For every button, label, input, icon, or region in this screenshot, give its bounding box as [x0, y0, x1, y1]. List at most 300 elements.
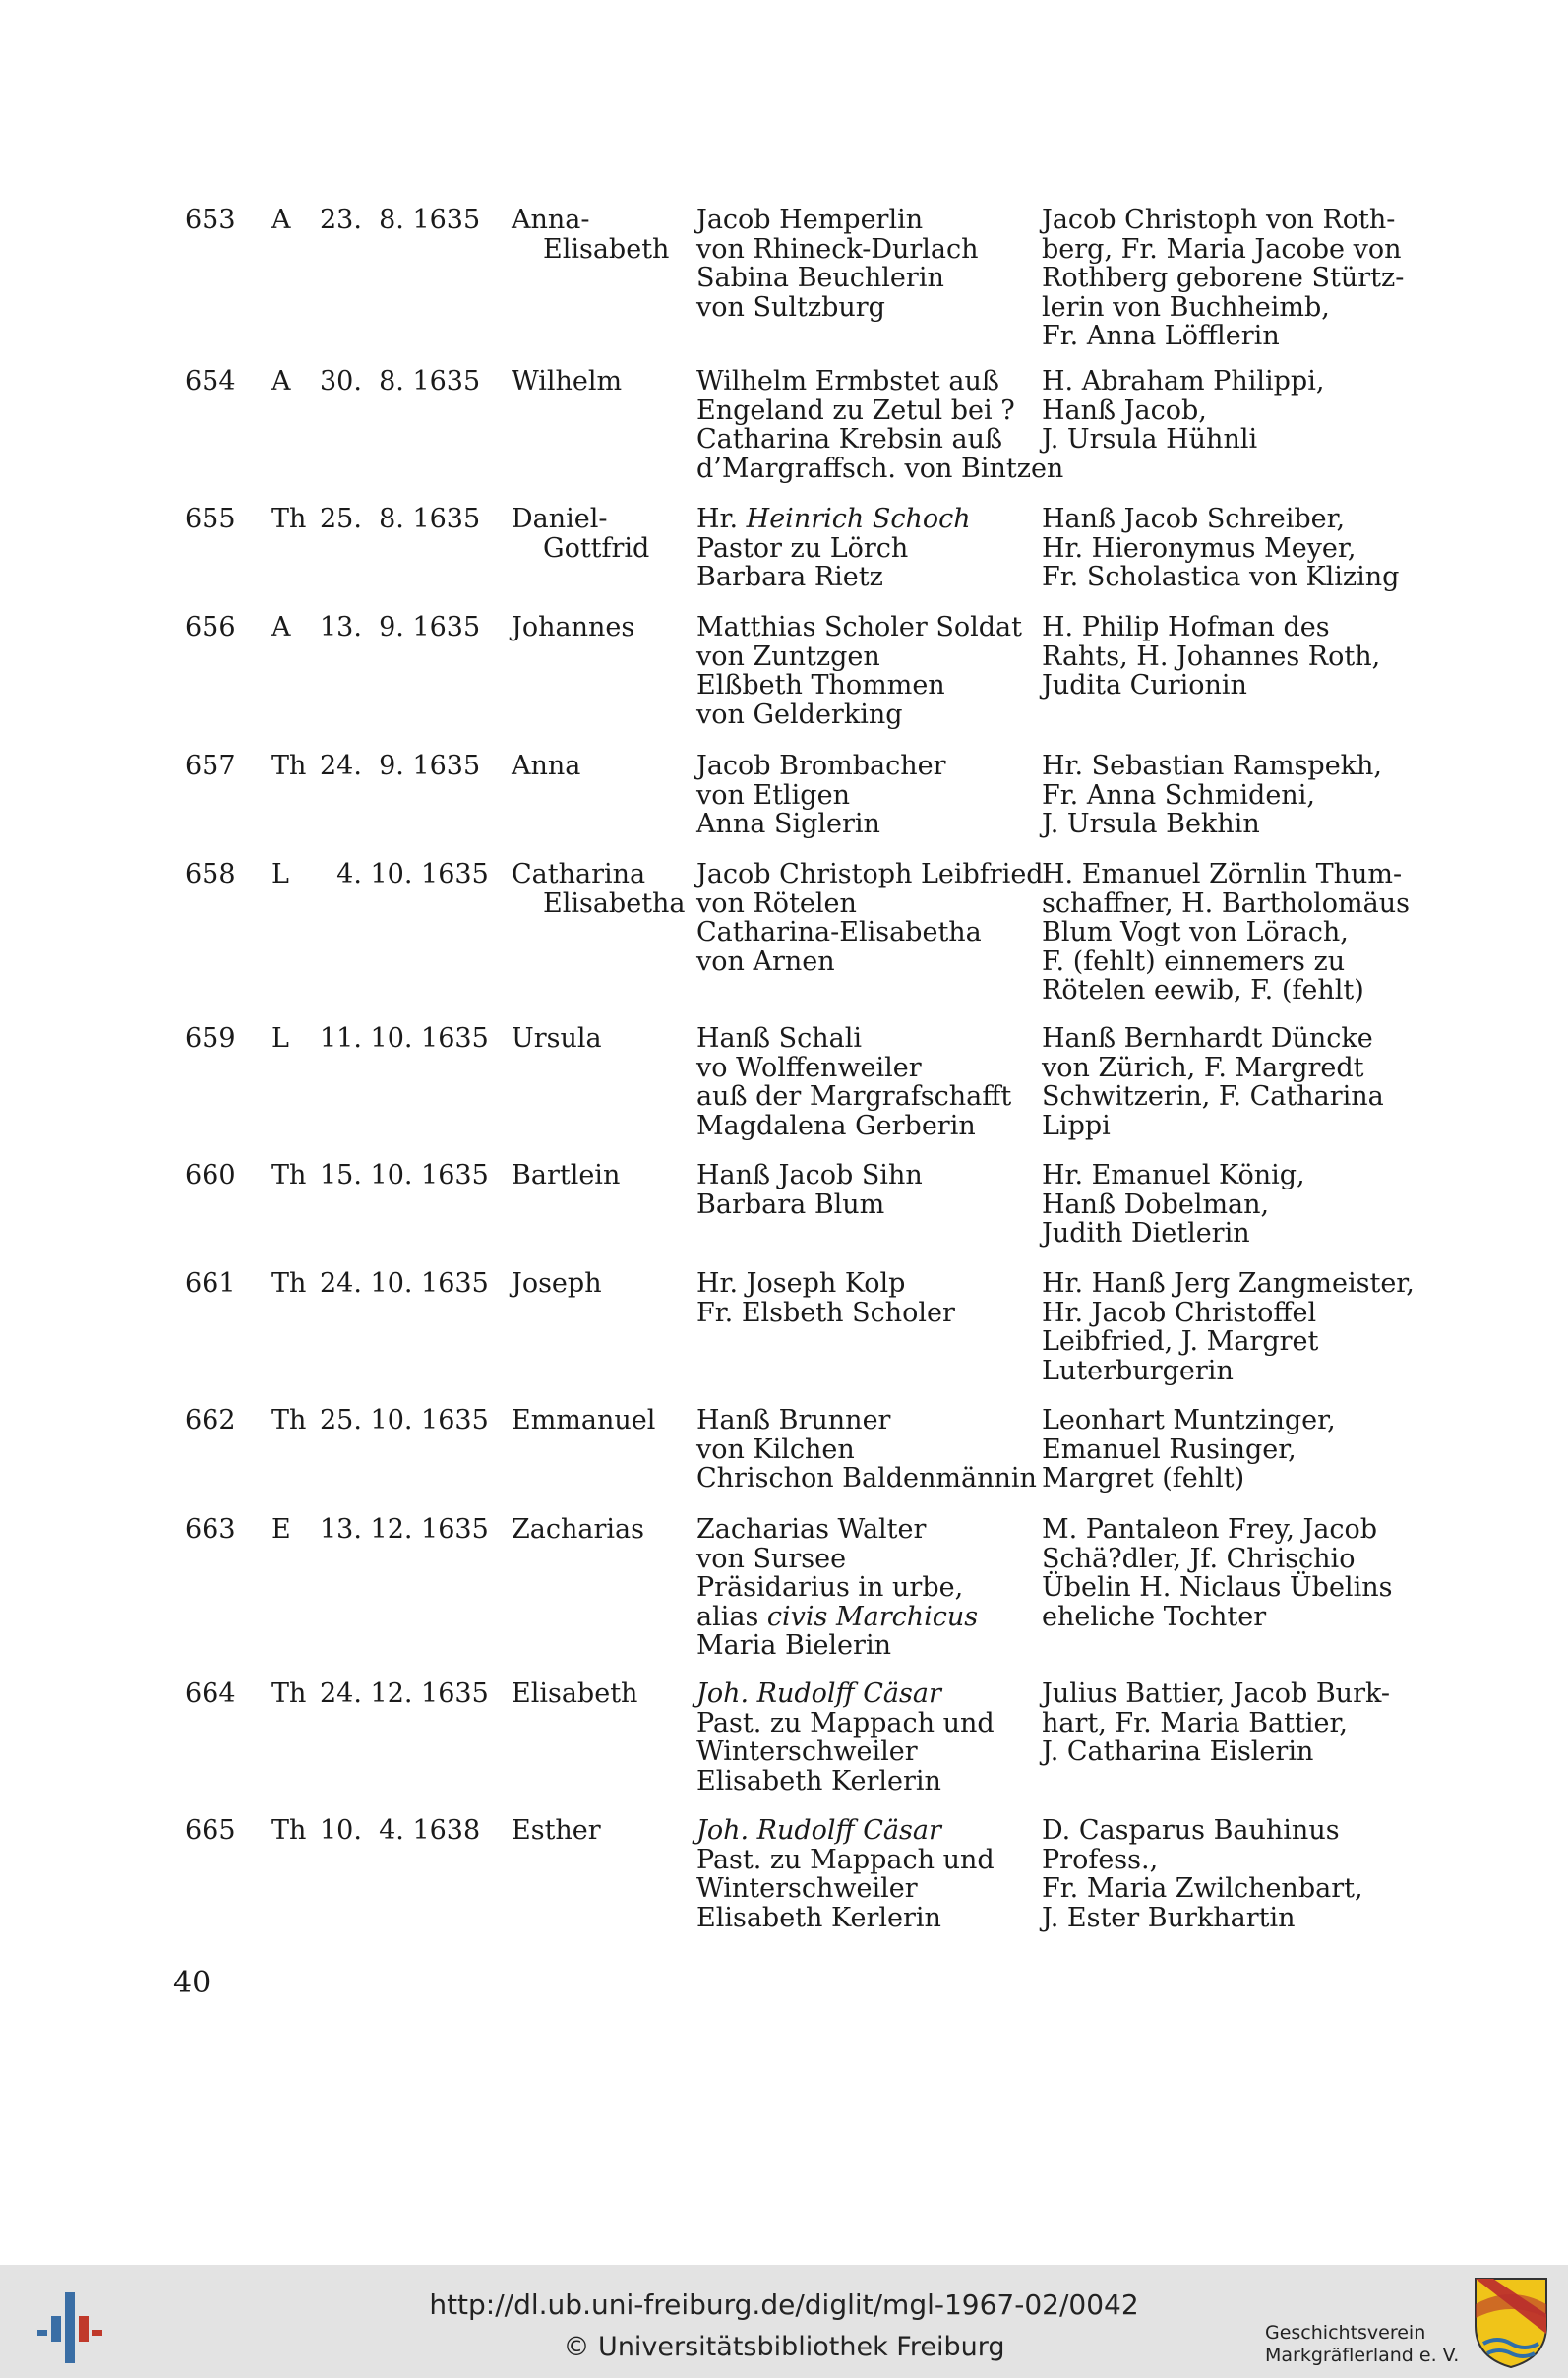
godparents-line — [1042, 810, 1382, 839]
child-name-line-text: Ursula — [512, 1023, 602, 1054]
child-name-line — [512, 235, 669, 265]
parents-line-text: Barbara Rietz — [696, 562, 883, 592]
godparents-line-text: Lippi — [1042, 1110, 1111, 1141]
child-name-line-text: Anna — [512, 751, 581, 781]
entry-code: Th — [271, 1678, 307, 1709]
parents-line — [696, 1082, 1011, 1112]
godparents — [1042, 752, 1382, 839]
entry-number: 661 — [185, 1268, 236, 1299]
parents-line — [696, 1515, 978, 1545]
child-name — [512, 1269, 602, 1299]
child-name-line — [512, 1024, 602, 1054]
entry-date: 13. 9. 1635 — [320, 612, 481, 642]
godparents-line — [1042, 781, 1382, 811]
parents-line-text: Engeland zu Zetul bei ? — [696, 395, 1015, 426]
parents-line — [696, 1024, 1011, 1054]
child-name-line — [512, 1679, 637, 1709]
parents-line-text: Jacob Brombacher — [696, 751, 946, 781]
entry-code: Th — [271, 1815, 307, 1846]
godparents-line — [1042, 976, 1410, 1006]
child-name-line — [512, 1269, 602, 1299]
child-name — [512, 1024, 602, 1054]
entry-date: 25. 10. 1635 — [320, 1405, 489, 1435]
parents-line-text: Catharina Krebsin auß — [696, 424, 1003, 455]
godparents-line-text: Übelin H. Niclaus Übelins — [1042, 1572, 1393, 1603]
entry-code: A — [271, 612, 291, 642]
child-name — [512, 505, 649, 563]
entry-code: Th — [271, 1405, 307, 1435]
godparents-line — [1042, 534, 1399, 564]
parents-line — [696, 1112, 1011, 1141]
godparents-line-text: Judith Dietlerin — [1042, 1218, 1250, 1249]
parents-line — [696, 701, 1022, 730]
parents-line-text: Elisabeth Kerlerin — [696, 1902, 941, 1933]
godparents — [1042, 1406, 1336, 1494]
entry-date: 4. 10. 1635 — [320, 859, 489, 889]
parents-line-text: Barbara Blum — [696, 1189, 885, 1220]
godparents-line — [1042, 889, 1410, 919]
godparents-line-text: Hr. Jacob Christoffel — [1042, 1297, 1317, 1328]
parents-line-text: Winterschweiler — [696, 1737, 918, 1767]
parents — [696, 1161, 923, 1219]
godparents-line — [1042, 293, 1404, 323]
godparents-line — [1042, 671, 1380, 701]
parents-line-text: Hr. — [696, 504, 747, 534]
godparents-line-text: Hanß Jacob Schreiber, — [1042, 504, 1346, 534]
child-name — [512, 1515, 644, 1545]
parents — [696, 1269, 955, 1327]
parents-line-text: Past. zu Mappach und — [696, 1844, 995, 1875]
entry-code: Th — [271, 1268, 307, 1299]
parents-line-text: Matthias Scholer Soldat — [696, 612, 1022, 642]
entry-code: L — [271, 1023, 289, 1054]
godparents — [1042, 1816, 1363, 1932]
godparents-line — [1042, 1219, 1305, 1249]
godparents-line-text: Hanß Bernhardt Düncke — [1042, 1023, 1373, 1054]
parents-line — [696, 671, 1022, 701]
child-name-line-text: Emmanuel — [512, 1405, 656, 1435]
entry-number: 659 — [185, 1023, 236, 1054]
entry-code: Th — [271, 1160, 307, 1190]
entry-code: Th — [271, 504, 307, 534]
parents-line — [696, 889, 1044, 919]
child-name — [512, 860, 686, 918]
parents-line — [696, 1738, 995, 1767]
parents-line — [696, 810, 946, 839]
parents-line-text: Chrischon Baldenmännin — [696, 1463, 1037, 1494]
parents-line-text: von Etligen — [696, 779, 850, 811]
footer-url[interactable]: http://dl.ub.uni-freiburg.de/diglit/mgl-1967-02/0042 — [429, 2288, 1139, 2321]
child-name-line-text: Gottfrid — [543, 532, 650, 564]
parents-line-text: Hanß Jacob Sihn — [696, 1160, 923, 1190]
godparents-line-text: Schä?dler, Jf. Chrischio — [1042, 1543, 1356, 1574]
parents-line — [696, 1299, 955, 1328]
godparents — [1042, 1515, 1392, 1631]
godparents-line — [1042, 947, 1410, 977]
child-name-line-text: Elisabetha — [543, 887, 686, 919]
entry-code: E — [271, 1514, 291, 1545]
entry-date: 24. 9. 1635 — [320, 751, 481, 781]
godparents-line-text: Hr. Sebastian Ramspekh, — [1042, 751, 1383, 781]
entry-date: 23. 8. 1635 — [320, 205, 481, 235]
godparents-line-text: berg, Fr. Maria Jacobe von — [1042, 233, 1402, 265]
godparents-line-text: eheliche Tochter — [1042, 1601, 1267, 1632]
godparents-line-text: Luterburgerin — [1042, 1355, 1234, 1386]
godparents — [1042, 1679, 1390, 1767]
godparents-line — [1042, 425, 1324, 455]
parents-line-text: d’Margraffsch. von Bintzen — [696, 453, 1064, 484]
parents-line — [696, 293, 979, 323]
parents-line — [696, 1435, 1037, 1465]
godparents-line-text: Hr. Hieronymus Meyer, — [1042, 532, 1357, 564]
child-name-line — [512, 1816, 601, 1846]
parents-line-text: alias — [696, 1601, 767, 1632]
entry-number: 660 — [185, 1160, 236, 1190]
child-name-line — [512, 1515, 644, 1545]
child-name-line — [512, 1161, 620, 1190]
godparents-line-text: H. Abraham Philippi, — [1042, 366, 1325, 396]
godparents-line-text: J. Catharina Eislerin — [1042, 1737, 1314, 1767]
parents-line-text: Elßbeth Thommen — [696, 670, 945, 701]
parents-line-text: Sabina Beuchlerin — [696, 263, 944, 293]
parents-line — [696, 1190, 923, 1220]
parents — [696, 505, 971, 592]
godparents-line — [1042, 1299, 1415, 1328]
entry-code: Th — [271, 751, 307, 781]
entry-date: 24. 12. 1635 — [320, 1678, 489, 1709]
entry-number: 655 — [185, 504, 236, 534]
godparents-line-text: von Zürich, F. Margredt — [1042, 1052, 1364, 1083]
parents-line — [696, 534, 971, 564]
godparents-line — [1042, 1709, 1390, 1738]
godparents-line-text: Rötelen eewib, F. (fehlt) — [1042, 975, 1364, 1006]
godparents-line — [1042, 1515, 1392, 1545]
godparents-line — [1042, 367, 1324, 396]
parents — [696, 613, 1022, 729]
parents-line — [696, 1874, 995, 1904]
godparents-line — [1042, 206, 1404, 235]
godparents-line — [1042, 918, 1410, 947]
godparents-line — [1042, 1738, 1390, 1767]
parents-line — [696, 367, 1063, 396]
coat-of-arms-icon — [1472, 2275, 1550, 2369]
parents-line — [696, 1679, 995, 1709]
parents-line — [696, 425, 1063, 455]
parents-line-text: auß der Margrafschafft — [696, 1081, 1012, 1112]
godparents-line-text: Leibfried, J. Margret — [1042, 1326, 1319, 1357]
parents-line — [696, 235, 979, 265]
child-name — [512, 1679, 637, 1709]
child-name-line-text: Zacharias — [512, 1514, 644, 1545]
entry-number: 654 — [185, 366, 236, 396]
godparents-line — [1042, 1190, 1305, 1220]
child-name-line — [512, 367, 622, 396]
parents — [696, 1679, 995, 1796]
entry-date: 25. 8. 1635 — [320, 504, 481, 534]
child-name-line — [512, 860, 686, 889]
godparents-line-text: hart, Fr. Maria Battier, — [1042, 1707, 1348, 1738]
godparents-line — [1042, 1082, 1384, 1112]
child-name — [512, 206, 669, 264]
parents-line-text: Elisabeth Kerlerin — [696, 1765, 941, 1797]
parents — [696, 1024, 1011, 1140]
godparents-line — [1042, 1679, 1390, 1709]
parents — [696, 1406, 1037, 1494]
godparents-line-text: Hanß Dobelman, — [1042, 1189, 1270, 1220]
child-name-line-text: Joseph — [512, 1268, 602, 1299]
godparents-line — [1042, 1603, 1392, 1632]
entry-code: L — [271, 859, 289, 889]
parents-line — [696, 1269, 955, 1299]
footer-copyright: © Universitätsbibliothek Freiburg — [563, 2332, 1005, 2362]
child-name — [512, 752, 580, 781]
godparents-line-text: Fr. Anna Schmideni, — [1042, 779, 1315, 811]
entry-code: A — [271, 366, 291, 396]
entry-number: 662 — [185, 1405, 236, 1435]
godparents-line-text: Fr. Anna Löfflerin — [1042, 321, 1280, 351]
godparents-line — [1042, 505, 1399, 534]
godparents-line — [1042, 1874, 1363, 1904]
godparents — [1042, 206, 1404, 351]
godparents-line — [1042, 613, 1380, 642]
parents-line-text: von Gelderking — [696, 699, 903, 730]
parents — [696, 1515, 978, 1661]
parents-line-text: Hr. Joseph Kolp — [696, 1268, 906, 1299]
godparents-line — [1042, 1024, 1384, 1054]
parents-line-text: Fr. Elsbeth Scholer — [696, 1297, 955, 1328]
child-name — [512, 1161, 620, 1190]
parents-line-italic: civis Marchicus — [766, 1601, 979, 1632]
godparents-line — [1042, 752, 1382, 781]
godparents-line — [1042, 235, 1404, 265]
parents-line-text: von Rhineck-Durlach — [696, 233, 979, 265]
entry-date: 10. 4. 1638 — [320, 1815, 481, 1846]
godparents-line-text: Leonhart Muntzinger, — [1042, 1405, 1336, 1435]
entry-date: 13. 12. 1635 — [320, 1514, 489, 1545]
parents-line — [696, 1464, 1037, 1494]
child-name-line — [512, 613, 634, 642]
godparents-line-text: Profess., — [1042, 1844, 1159, 1875]
godparents-line-text: Blum Vogt von Lörach, — [1042, 917, 1349, 947]
godparents-line — [1042, 1846, 1363, 1875]
godparents-line-text: Rahts, H. Johannes Roth, — [1042, 640, 1381, 672]
godparents — [1042, 1161, 1305, 1249]
parents-line — [696, 455, 1063, 484]
entry-number: 664 — [185, 1678, 236, 1709]
godparents-line-text: Margret (fehlt) — [1042, 1463, 1245, 1494]
parents-line — [696, 1054, 1011, 1083]
society-name — [1265, 2322, 1459, 2367]
parents-line — [696, 1904, 995, 1933]
entry-number: 657 — [185, 751, 236, 781]
godparents-line — [1042, 1406, 1336, 1435]
entry-date: 24. 10. 1635 — [320, 1268, 489, 1299]
godparents — [1042, 505, 1399, 592]
godparents-line-text: Jacob Christoph von Roth- — [1042, 205, 1396, 235]
parents-line-text: von Sultzburg — [696, 291, 885, 323]
child-name-line-text: Elisabeth — [512, 1678, 638, 1709]
entry-number: 653 — [185, 205, 236, 235]
godparents-line-text: Julius Battier, Jacob Burk- — [1042, 1678, 1390, 1709]
parents-line — [696, 1161, 923, 1190]
society-line-1: Geschichtsverein — [1265, 2322, 1426, 2344]
child-name-line-text: Bartlein — [512, 1160, 621, 1190]
parents-line-italic: Joh. Rudolff Cäsar — [696, 1815, 941, 1846]
parents-line — [696, 613, 1022, 642]
godparents-line-text: M. Pantaleon Frey, Jacob — [1042, 1514, 1378, 1545]
entry-date: 15. 10. 1635 — [320, 1160, 489, 1190]
godparents-line — [1042, 860, 1410, 889]
godparents-line — [1042, 1435, 1336, 1465]
godparents-line-text: Judita Curionin — [1042, 670, 1247, 701]
parents-line — [696, 642, 1022, 672]
godparents-line-text: Rothberg geborene Stürtz- — [1042, 263, 1405, 293]
godparents-line — [1042, 1573, 1392, 1603]
entry-code: A — [271, 205, 291, 235]
parents-line — [696, 860, 1044, 889]
entry-date: 30. 8. 1635 — [320, 366, 481, 396]
parents-line — [696, 563, 971, 592]
parents-line-text: Präsidarius in urbe, — [696, 1572, 964, 1603]
godparents-line — [1042, 1161, 1305, 1190]
parents-line-text: Hanß Schali — [696, 1023, 863, 1054]
parents-line-text: Hanß Brunner — [696, 1405, 891, 1435]
entry-number: 663 — [185, 1514, 236, 1545]
entry-number: 665 — [185, 1815, 236, 1846]
godparents-line — [1042, 264, 1404, 293]
godparents-line — [1042, 1357, 1415, 1386]
child-name-line — [512, 752, 580, 781]
parents-line-text: vo Wolffenweiler — [696, 1052, 922, 1083]
godparents-line — [1042, 396, 1324, 426]
godparents-line — [1042, 322, 1404, 351]
child-name-line — [512, 206, 669, 235]
parents-line-text: Winterschweiler — [696, 1873, 918, 1904]
page-number: 40 — [173, 1966, 211, 2000]
godparents-line — [1042, 563, 1399, 592]
entry-number: 658 — [185, 859, 236, 889]
entry-number: 656 — [185, 612, 236, 642]
parents-line — [696, 1709, 995, 1738]
godparents-line-text: J. Ursula Bekhin — [1042, 809, 1260, 839]
parents-line — [696, 1816, 995, 1846]
parents-line — [696, 1767, 995, 1797]
parents-line-italic: Heinrich Schoch — [746, 504, 971, 534]
child-name-line — [512, 1406, 655, 1435]
parents-line-text: Jacob Hemperlin — [696, 205, 924, 235]
parents-line — [696, 505, 971, 534]
parents-line-text: Magdalena Gerberin — [696, 1110, 976, 1141]
parents-line-text: Wilhelm Ermbstet auß — [696, 366, 999, 396]
society-line-2: Markgräflerland e. V. — [1265, 2345, 1460, 2366]
godparents-line — [1042, 1327, 1415, 1357]
parents-line-text: Past. zu Mappach und — [696, 1707, 995, 1738]
godparents-line — [1042, 1545, 1392, 1574]
parents-line — [696, 1603, 978, 1632]
godparents-line-text: Schwitzerin, F. Catharina — [1042, 1081, 1384, 1112]
child-name-line — [512, 534, 649, 564]
child-name — [512, 613, 634, 642]
godparents-line-text: J. Ursula Hühnli — [1042, 424, 1258, 455]
godparents-line — [1042, 1816, 1363, 1846]
godparents-line — [1042, 1269, 1415, 1299]
parents — [696, 367, 1063, 483]
child-name-line-text: Catharina — [512, 859, 646, 889]
parents-line-text: von Kilchen — [696, 1433, 855, 1465]
parents-line-text: von Zuntzgen — [696, 640, 880, 672]
parents-line — [696, 781, 946, 811]
parents — [696, 860, 1044, 976]
parents-line-text: Maria Bielerin — [696, 1630, 891, 1661]
parents-line — [696, 752, 946, 781]
child-name — [512, 1816, 601, 1846]
child-name-line-text: Daniel- — [512, 504, 608, 534]
child-name-line-text: Anna- — [512, 205, 590, 235]
parents-line-text: Catharina-Elisabetha — [696, 917, 982, 947]
godparents-line-text: D. Casparus Bauhinus — [1042, 1815, 1340, 1846]
parents-line-text: von Arnen — [696, 945, 835, 977]
godparents-line-text: Emanuel Rusinger, — [1042, 1433, 1297, 1465]
godparents-line — [1042, 1904, 1363, 1933]
parents-line-text: von Sursee — [696, 1543, 847, 1574]
child-name — [512, 367, 622, 396]
parents-line — [696, 1406, 1037, 1435]
godparents-line-text: H. Emanuel Zörnlin Thum- — [1042, 859, 1403, 889]
godparents-line-text: H. Philip Hofman des — [1042, 612, 1330, 642]
godparents-line-text: Hanß Jacob, — [1042, 395, 1207, 426]
parents-line — [696, 206, 979, 235]
godparents-line — [1042, 1464, 1336, 1494]
godparents-line-text: F. (fehlt) einnemers zu — [1042, 945, 1346, 977]
godparents — [1042, 1269, 1415, 1385]
child-name-line — [512, 505, 649, 534]
footer-bar — [0, 2265, 1568, 2378]
parents-line-text: von Rötelen — [696, 887, 857, 919]
godparents-line — [1042, 1054, 1384, 1083]
godparents-line — [1042, 642, 1380, 672]
parents — [696, 206, 979, 322]
child-name-line — [512, 889, 686, 919]
parents-line — [696, 1846, 995, 1875]
child-name-line-text: Esther — [512, 1815, 601, 1846]
godparents — [1042, 613, 1380, 701]
parents-line — [696, 918, 1044, 947]
child-name-line-text: Johannes — [512, 612, 635, 642]
godparents-line-text: schaffner, H. Bartholomäus — [1042, 887, 1411, 919]
parents-line — [696, 1573, 978, 1603]
child-name — [512, 1406, 655, 1435]
godparents — [1042, 367, 1324, 455]
godparents — [1042, 1024, 1384, 1140]
godparents-line-text: lerin von Buchheimb, — [1042, 291, 1330, 323]
godparents-line-text: J. Ester Burkhartin — [1042, 1902, 1296, 1933]
parents-line — [696, 396, 1063, 426]
godparents-line-text: Fr. Scholastica von Klizing — [1042, 562, 1400, 592]
parents-line-text: Zacharias Walter — [696, 1514, 927, 1545]
godparents-line-text: Hr. Emanuel König, — [1042, 1160, 1305, 1190]
godparents-line — [1042, 1112, 1384, 1141]
parents-line — [696, 1545, 978, 1574]
child-name-line-text: Elisabeth — [543, 233, 670, 265]
godparents — [1042, 860, 1410, 1006]
parents-line-text: Anna Siglerin — [696, 809, 880, 839]
child-name-line-text: Wilhelm — [512, 366, 623, 396]
parents-line-italic: Joh. Rudolff Cäsar — [696, 1678, 941, 1709]
entry-date: 11. 10. 1635 — [320, 1023, 489, 1054]
godparents-line-text: Fr. Maria Zwilchenbart, — [1042, 1873, 1363, 1904]
parents — [696, 1816, 995, 1932]
parents-line — [696, 947, 1044, 977]
